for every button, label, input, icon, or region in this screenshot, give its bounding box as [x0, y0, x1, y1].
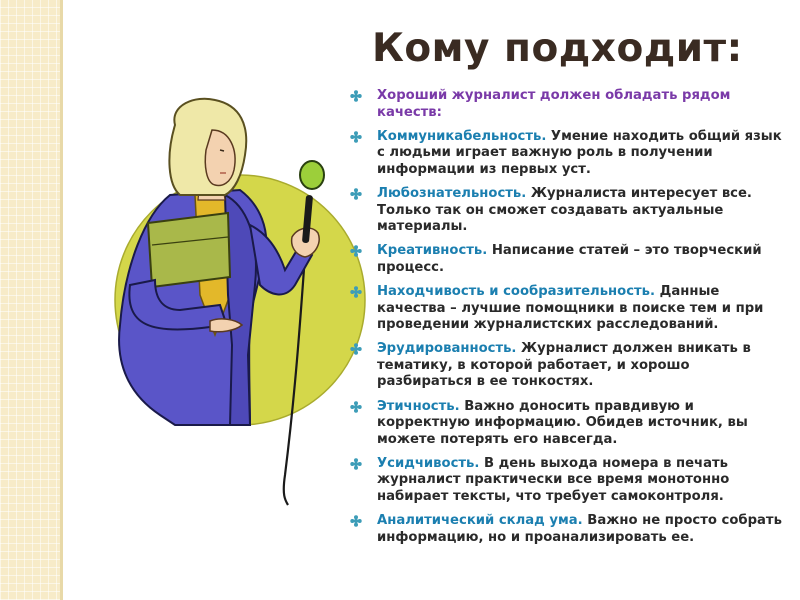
- list-item: [350, 243, 785, 276]
- quality-text: Умение находить общий язык с людьми играет важную роль в получении информации из первых уст.: [377, 128, 782, 177]
- quality-term: Коммуникабельность.: [377, 128, 547, 144]
- folder: [148, 213, 230, 287]
- intro-text: Хороший журналист должен обладать рядом качеств:: [377, 88, 731, 120]
- quality-text: В день выхода номера в печать журналист практически все время монотонно набирает тексты, что требует самоконтроля.: [377, 455, 730, 504]
- list-item: [350, 399, 785, 449]
- list-item: [350, 284, 785, 334]
- quality-term: Эрудированность.: [377, 341, 517, 357]
- list-item: [350, 186, 785, 236]
- flower-bullet-icon: [350, 458, 362, 470]
- quality-text: Журналиста интересует все. Только так он сможет создавать актуальные материалы.: [377, 185, 752, 235]
- flower-bullet-icon: [350, 286, 362, 298]
- qualities-list: [350, 88, 785, 554]
- quality-term: Аналитический склад ума.: [377, 513, 583, 529]
- list-item: [350, 88, 785, 121]
- journalist-illustration: [100, 95, 370, 515]
- quality-text: Журналист должен вникать в тематику, в которой работает, и хорошо разбираться в ее тонкостях.: [377, 341, 751, 390]
- quality-text: Важно не просто собрать информацию, но и проанализировать ее.: [377, 513, 782, 545]
- flower-bullet-icon: [350, 188, 362, 200]
- list-item: [350, 513, 785, 546]
- flower-bullet-icon: [350, 131, 362, 143]
- flower-bullet-icon: [350, 515, 362, 527]
- microphone-head: [300, 161, 324, 189]
- quality-text: Важно доносить правдивую и корректную информацию. Обидев источник, вы можете потерять его навсегда.: [377, 398, 748, 447]
- flower-bullet-icon: [350, 245, 362, 257]
- quality-term: Усидчивость.: [377, 455, 480, 471]
- flower-bullet-icon: [350, 401, 362, 413]
- decorative-side-band: [0, 0, 60, 600]
- decorative-side-line: [60, 0, 63, 600]
- list-item: [350, 456, 785, 506]
- quality-term: Находчивость и сообразительность.: [377, 283, 656, 299]
- quality-text: Данные качества – лучшие помощники в поиске тем и при проведении журналистских расследований.: [377, 283, 764, 333]
- flower-bullet-icon: [350, 90, 362, 102]
- quality-text: Написание статей – это творческий процесс.: [377, 243, 762, 275]
- list-item: [350, 341, 785, 391]
- quality-term: Креативность.: [377, 243, 488, 259]
- slide-title: Кому подходит:: [372, 26, 743, 71]
- list-item: [350, 129, 785, 179]
- quality-term: Этичность.: [377, 398, 460, 414]
- quality-term: Любознательность.: [377, 185, 527, 201]
- flower-bullet-icon: [350, 343, 362, 355]
